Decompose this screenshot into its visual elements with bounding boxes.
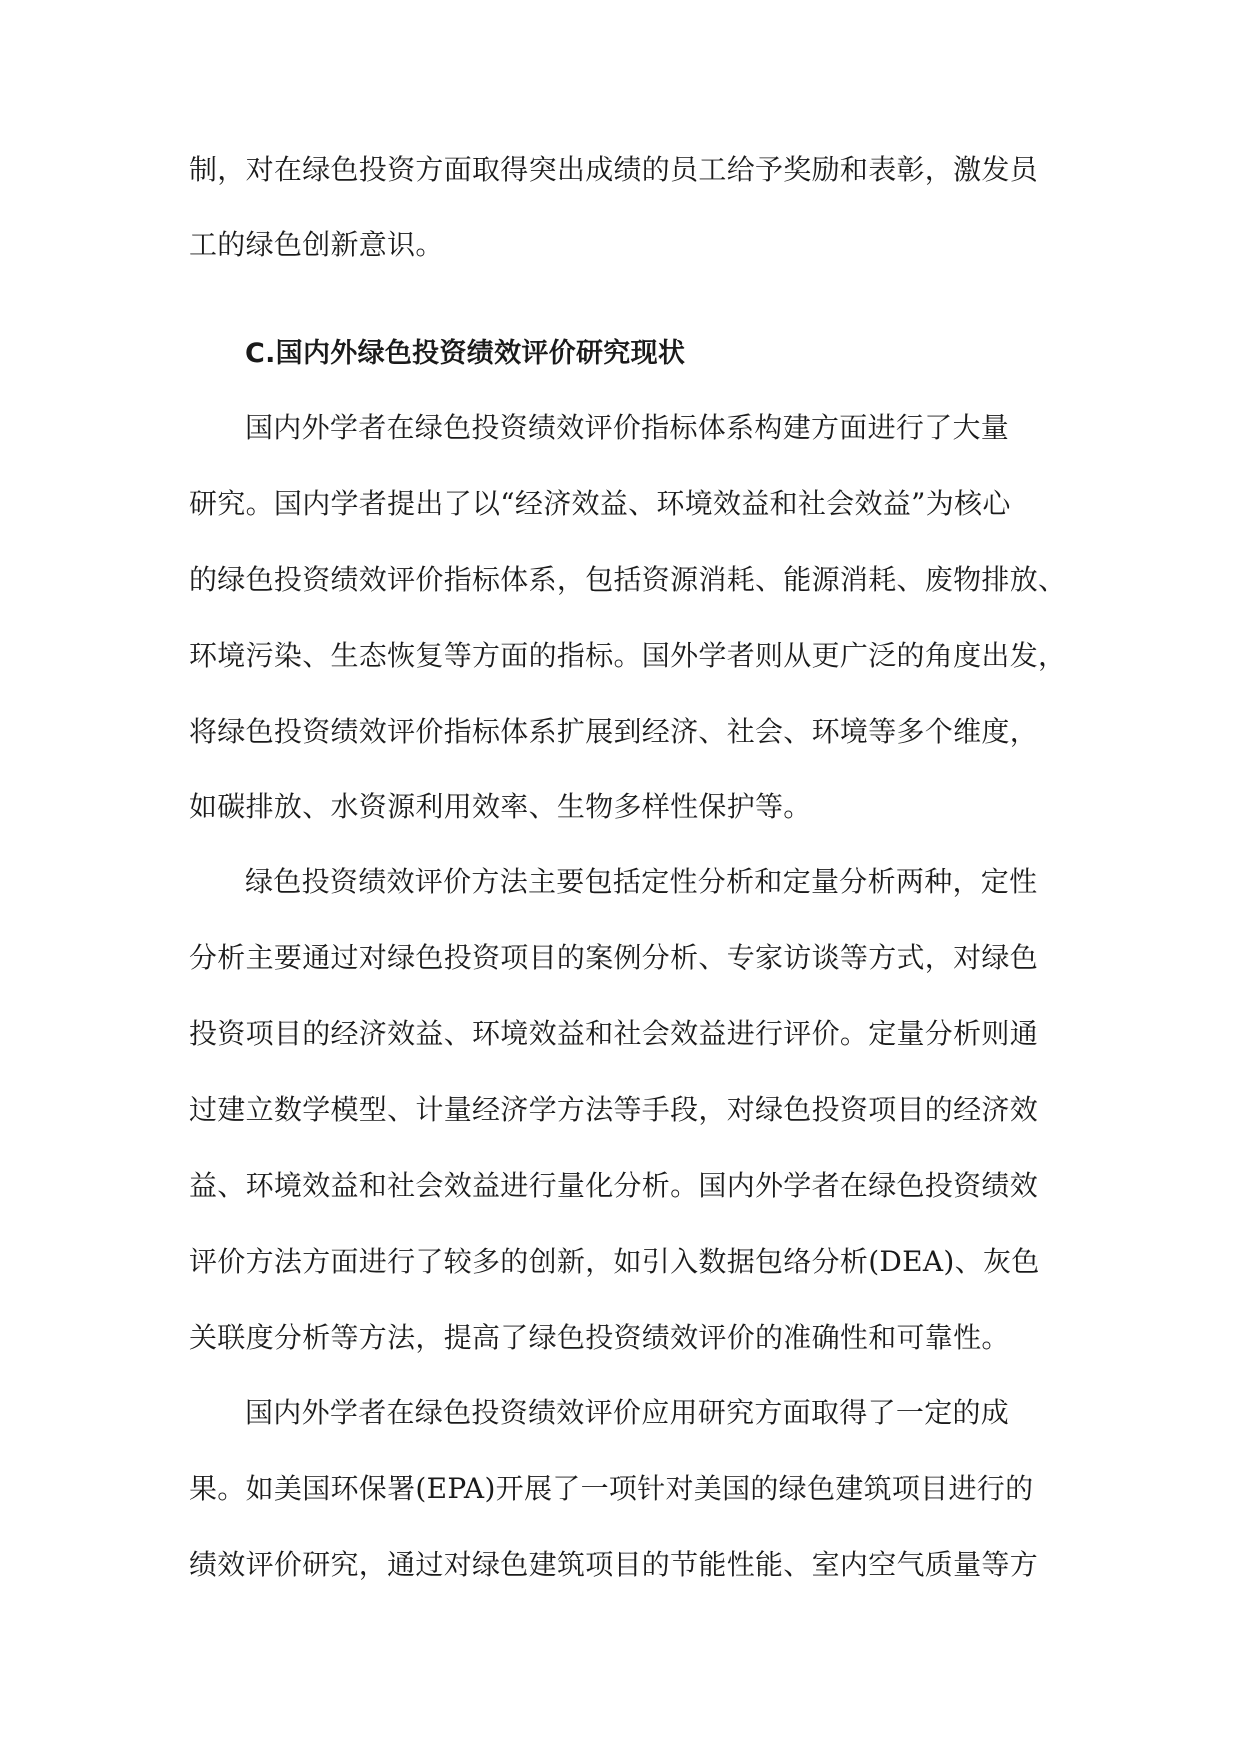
text-line: 绿色投资绩效评价方法主要包括定性分析和定量分析两种，定性 xyxy=(245,865,1038,898)
text-line: 制，对在绿色投资方面取得突出成绩的员工给予奖励和表彰，激发员 xyxy=(189,153,1039,186)
text-line: 国内外学者在绿色投资绩效评价应用研究方面取得了一定的成 xyxy=(245,1396,1010,1429)
text-line: 的绿色投资绩效评价指标体系，包括资源消耗、能源消耗、废物排放、 xyxy=(189,563,1067,596)
text-line: 工的绿色创新意识。 xyxy=(189,228,444,261)
text-line: 分析主要通过对绿色投资项目的案例分析、专家访谈等方式，对绿色 xyxy=(189,941,1039,974)
text-line: 益、环境效益和社会效益进行量化分析。国内外学者在绿色投资绩效 xyxy=(189,1169,1039,1202)
text-line: 果。如美国环保署(EPA)开展了一项针对美国的绿色建筑项目进行的 xyxy=(189,1472,1034,1505)
text-line: 投资项目的经济效益、环境效益和社会效益进行评价。定量分析则通 xyxy=(189,1017,1039,1050)
text-line: 评价方法方面进行了较多的创新，如引入数据包络分析(DEA)、灰色 xyxy=(189,1245,1040,1278)
text-line: 绩效评价研究，通过对绿色建筑项目的节能性能、室内空气质量等方 xyxy=(189,1548,1039,1581)
text-line: 将绿色投资绩效评价指标体系扩展到经济、社会、环境等多个维度， xyxy=(189,715,1039,748)
text-line: 过建立数学模型、计量经济学方法等手段，对绿色投资项目的经济效 xyxy=(189,1093,1039,1126)
text-line: 如碳排放、水资源利用效率、生物多样性保护等。 xyxy=(189,790,812,823)
text-line: 环境污染、生态恢复等方面的指标。国外学者则从更广泛的角度出发， xyxy=(189,639,1067,672)
text-line: 研究。国内学者提出了以“经济效益、环境效益和社会效益”为核心 xyxy=(189,487,1011,520)
section-heading: C.国内外绿色投资绩效评价研究现状 xyxy=(245,338,686,369)
text-line: 关联度分析等方法，提高了绿色投资绩效评价的准确性和可靠性。 xyxy=(189,1321,1010,1354)
text-line: 国内外学者在绿色投资绩效评价指标体系构建方面进行了大量 xyxy=(245,411,1010,444)
